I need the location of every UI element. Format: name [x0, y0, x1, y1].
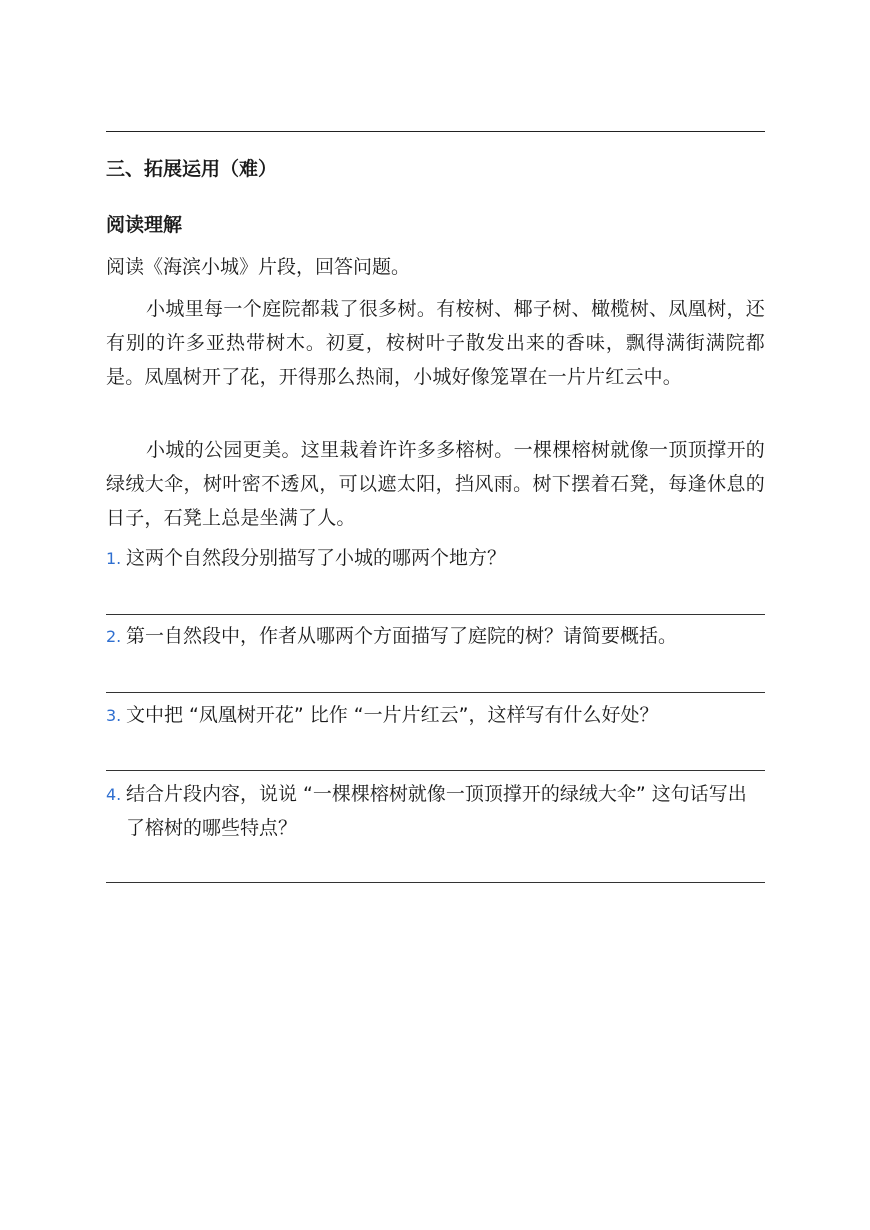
passage-paragraph-2: 小城的公园更美。这里栽着许许多多榕树。一棵棵榕树就像一顶顶撑开的绿绒大伞，树叶密不透风，可以遮太阳，挡风雨。树下摆着石凳，每逢休息的日子，石凳上总是坐满了人。 [106, 439, 765, 529]
question-text: 第一自然段中，作者从哪两个方面描写了庭院的树？请简要概括。 [126, 625, 678, 647]
answer-line-3[interactable] [106, 770, 765, 771]
question-text: 这两个自然段分别描写了小城的哪两个地方？ [126, 547, 507, 569]
top-divider [106, 131, 765, 132]
question-number: 3. [106, 706, 122, 725]
answer-line-4[interactable] [106, 882, 765, 883]
question-1 [106, 541, 765, 576]
answer-line-1[interactable] [106, 614, 765, 615]
reading-instruction: 阅读《海滨小城》片段，回答问题。 [106, 256, 411, 278]
reading-title: 阅读理解 [106, 214, 183, 236]
question-3 [106, 698, 765, 733]
question-2 [106, 619, 765, 654]
answer-line-2[interactable] [106, 692, 765, 693]
question-number: 4. [106, 785, 122, 804]
question-text: 结合片段内容，说说 “一棵棵榕树就像一顶顶撑开的绿绒大伞” 这句话写出了榕树的哪些特点？ [126, 783, 747, 839]
passage-paragraph-1: 小城里每一个庭院都栽了很多树。有桉树、椰子树、橄榄树、凤凰树，还有别的许多亚热带树木。初夏，桉树叶子散发出来的香味，飘得满街满院都是。凤凰树开了花，开得那么热闹，小城好像笼罩在一片片红云中。 [106, 298, 765, 388]
question-text: 文中把 “凤凰树开花” 比作 “一片片红云”，这样写有什么好处？ [126, 704, 659, 726]
question-number: 1. [106, 549, 122, 568]
question-4 [106, 777, 765, 845]
section-title: 三、拓展运用（难） [106, 158, 278, 180]
question-number: 2. [106, 627, 122, 646]
